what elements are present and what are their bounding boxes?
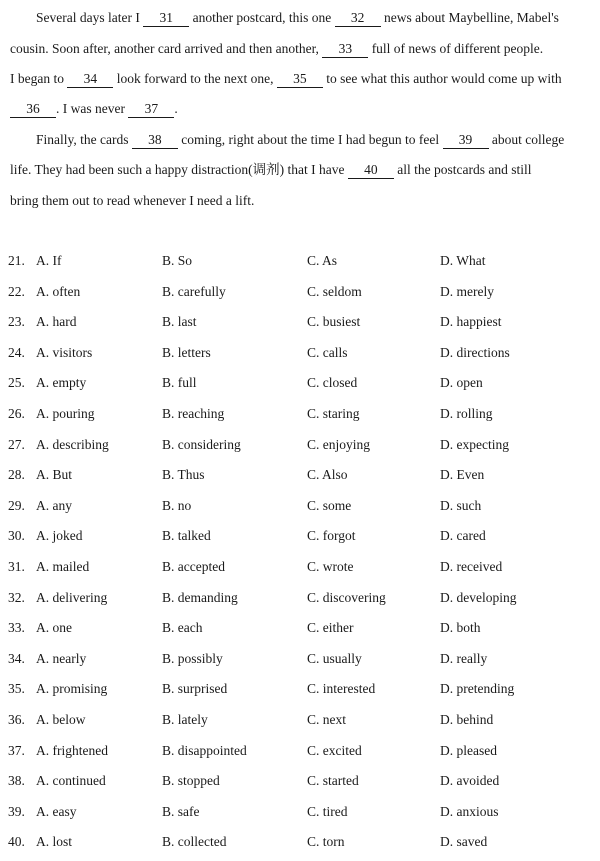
question-row bbox=[0, 310, 600, 341]
option-b[interactable]: B. possibly bbox=[162, 650, 223, 666]
option-a[interactable]: A. joked bbox=[36, 528, 83, 544]
option-a[interactable]: A. one bbox=[36, 620, 72, 636]
option-b[interactable]: B. So bbox=[162, 253, 193, 268]
question-row bbox=[0, 616, 600, 647]
option-b[interactable]: B. talked bbox=[162, 528, 211, 544]
passage-line bbox=[10, 99, 592, 119]
option-c[interactable]: C. seldom bbox=[307, 283, 362, 299]
option-c[interactable]: C. discovering bbox=[307, 589, 386, 605]
option-d[interactable]: D. saved bbox=[440, 834, 488, 850]
question-row bbox=[0, 494, 600, 525]
option-c[interactable]: C. Also bbox=[307, 467, 348, 483]
option-a[interactable]: A. easy bbox=[36, 803, 77, 819]
passage-text: news about Maybelline, Mabel's bbox=[384, 10, 559, 25]
option-d[interactable]: D. happiest bbox=[440, 314, 502, 330]
question-row bbox=[0, 524, 600, 555]
option-c[interactable]: C. busiest bbox=[307, 314, 361, 330]
option-a[interactable]: A. empty bbox=[36, 375, 87, 391]
option-b[interactable]: B. each bbox=[162, 620, 203, 636]
option-b[interactable]: B. letters bbox=[162, 344, 211, 360]
question-number: 40. bbox=[8, 834, 25, 850]
option-a[interactable]: A. hard bbox=[36, 314, 77, 330]
option-d[interactable]: D. such bbox=[440, 497, 482, 513]
passage-text: . bbox=[174, 101, 178, 116]
option-b[interactable]: B. lately bbox=[162, 711, 208, 727]
answer-options-list bbox=[0, 249, 600, 861]
passage-line bbox=[36, 8, 592, 28]
question-row bbox=[0, 769, 600, 800]
passage-text: to see what this author would come up with bbox=[326, 71, 562, 86]
question-number: 29. bbox=[8, 497, 25, 513]
option-d[interactable]: D. really bbox=[440, 650, 488, 666]
question-number: 25. bbox=[8, 375, 25, 391]
option-a[interactable]: A. below bbox=[36, 711, 86, 727]
option-a[interactable]: A. But bbox=[36, 467, 73, 483]
passage-text: Several days later I bbox=[36, 10, 140, 25]
option-a[interactable]: A. describing bbox=[36, 436, 109, 452]
option-b[interactable]: B. accepted bbox=[162, 558, 225, 574]
question-number: 24. bbox=[8, 344, 25, 360]
question-number: 32. bbox=[8, 589, 25, 605]
question-number: 36. bbox=[8, 711, 25, 727]
blank-36: 36 bbox=[10, 100, 56, 118]
blank-31: 31 bbox=[143, 9, 189, 27]
question-row bbox=[0, 433, 600, 464]
option-c[interactable]: C. closed bbox=[307, 375, 358, 391]
option-d[interactable]: D. cared bbox=[440, 528, 486, 544]
option-c[interactable]: C. torn bbox=[307, 834, 345, 850]
blank-32: 32 bbox=[335, 9, 381, 27]
option-b[interactable]: B. safe bbox=[162, 803, 200, 819]
question-row bbox=[0, 371, 600, 402]
blank-34: 34 bbox=[67, 70, 113, 88]
option-a[interactable]: A. nearly bbox=[36, 650, 87, 666]
option-c[interactable]: C. forgot bbox=[307, 528, 356, 544]
question-number: 38. bbox=[8, 773, 25, 789]
question-row bbox=[0, 800, 600, 831]
option-c[interactable]: C. started bbox=[307, 773, 359, 789]
question-number: 21. bbox=[8, 253, 25, 268]
option-a[interactable]: A. lost bbox=[36, 834, 73, 850]
passage-text: bring them out to read whenever I need a lift. bbox=[10, 193, 255, 208]
question-number: 28. bbox=[8, 467, 25, 483]
passage-line bbox=[36, 130, 592, 150]
option-c[interactable]: C. wrote bbox=[307, 558, 354, 574]
question-number: 37. bbox=[8, 742, 25, 758]
passage-text: I began to bbox=[10, 71, 64, 86]
question-number: 30. bbox=[8, 528, 25, 544]
option-a[interactable]: A. pouring bbox=[36, 405, 95, 421]
option-c[interactable]: C. As bbox=[307, 253, 338, 268]
option-a[interactable]: A. any bbox=[36, 497, 72, 513]
passage-text: coming, right about the time I had begun to feel bbox=[181, 132, 440, 147]
passage-text: . I was never bbox=[56, 101, 125, 116]
passage-text: Finally, the cards bbox=[36, 132, 129, 147]
question-row bbox=[0, 463, 600, 494]
question-row bbox=[0, 249, 600, 280]
question-number: 39. bbox=[8, 803, 25, 819]
option-a[interactable]: A. mailed bbox=[36, 558, 90, 574]
option-a[interactable]: A. frightened bbox=[36, 742, 108, 758]
option-d[interactable]: D. pleased bbox=[440, 742, 497, 758]
option-a[interactable]: A. promising bbox=[36, 681, 108, 697]
option-c[interactable]: C. tired bbox=[307, 803, 348, 819]
option-d[interactable]: D. developing bbox=[440, 589, 517, 605]
option-b[interactable]: B. considering bbox=[162, 436, 241, 452]
passage-text: life. They had been such a happy distraction(调剂) that I have bbox=[10, 162, 345, 177]
option-c[interactable]: C. usually bbox=[307, 650, 362, 666]
option-c[interactable]: C. staring bbox=[307, 405, 360, 421]
passage-line bbox=[10, 191, 592, 211]
passage-text: cousin. Soon after, another card arrived and then another, bbox=[10, 41, 319, 56]
passage-line bbox=[10, 160, 592, 180]
passage-text: full of news of different people. bbox=[371, 41, 544, 56]
option-d[interactable]: D. rolling bbox=[440, 405, 493, 421]
option-c[interactable]: C. either bbox=[307, 620, 354, 636]
question-row bbox=[0, 647, 600, 678]
option-c[interactable]: C. excited bbox=[307, 742, 362, 758]
question-row bbox=[0, 341, 600, 372]
question-row bbox=[0, 586, 600, 617]
question-row bbox=[0, 677, 600, 708]
blank-37: 37 bbox=[128, 100, 174, 118]
option-b[interactable]: B. stopped bbox=[162, 773, 220, 789]
option-d[interactable]: D. received bbox=[440, 558, 503, 574]
passage-text: look forward to the next one, bbox=[116, 71, 274, 86]
question-number: 33. bbox=[8, 620, 25, 636]
question-number: 35. bbox=[8, 681, 25, 697]
passage-text: another postcard, this one bbox=[192, 10, 332, 25]
option-d[interactable]: D. merely bbox=[440, 283, 494, 299]
option-b[interactable]: B. carefully bbox=[162, 283, 226, 299]
question-row bbox=[0, 708, 600, 739]
option-d[interactable]: D. Even bbox=[440, 467, 485, 483]
option-b[interactable]: B. demanding bbox=[162, 589, 238, 605]
option-a[interactable]: A. visitors bbox=[36, 344, 93, 360]
question-row bbox=[0, 402, 600, 433]
option-d[interactable]: D. What bbox=[440, 253, 486, 268]
passage-line bbox=[10, 39, 592, 59]
option-b[interactable]: B. surprised bbox=[162, 681, 228, 697]
option-d[interactable]: D. directions bbox=[440, 344, 510, 360]
option-c[interactable]: C. enjoying bbox=[307, 436, 370, 452]
question-number: 27. bbox=[8, 436, 25, 452]
option-b[interactable]: B. collected bbox=[162, 834, 227, 850]
option-b[interactable]: B. full bbox=[162, 375, 197, 391]
option-a[interactable]: A. often bbox=[36, 283, 81, 299]
option-b[interactable]: B. reaching bbox=[162, 405, 225, 421]
option-b[interactable]: B. last bbox=[162, 314, 197, 330]
option-d[interactable]: D. behind bbox=[440, 711, 494, 727]
option-c[interactable]: C. calls bbox=[307, 344, 348, 360]
option-d[interactable]: D. anxious bbox=[440, 803, 499, 819]
blank-35: 35 bbox=[277, 70, 323, 88]
question-row bbox=[0, 830, 600, 861]
option-d[interactable]: D. expecting bbox=[440, 436, 509, 452]
question-row bbox=[0, 739, 600, 770]
blank-33: 33 bbox=[322, 40, 368, 58]
question-number: 23. bbox=[8, 314, 25, 330]
option-b[interactable]: B. disappointed bbox=[162, 742, 247, 758]
option-d[interactable]: D. open bbox=[440, 375, 483, 391]
passage-line bbox=[10, 69, 592, 89]
option-a[interactable]: A. delivering bbox=[36, 589, 108, 605]
passage-text: all the postcards and still bbox=[397, 162, 532, 177]
option-c[interactable]: C. next bbox=[307, 711, 346, 727]
question-number: 26. bbox=[8, 405, 25, 421]
option-d[interactable]: D. pretending bbox=[440, 681, 515, 697]
option-b[interactable]: B. no bbox=[162, 497, 192, 513]
question-row bbox=[0, 280, 600, 311]
question-row bbox=[0, 555, 600, 586]
blank-39: 39 bbox=[443, 131, 489, 149]
question-number: 22. bbox=[8, 283, 25, 299]
option-a[interactable]: A. continued bbox=[36, 773, 106, 789]
option-d[interactable]: D. avoided bbox=[440, 773, 500, 789]
option-c[interactable]: C. some bbox=[307, 497, 352, 513]
option-a[interactable]: A. If bbox=[36, 253, 62, 268]
option-c[interactable]: C. interested bbox=[307, 681, 376, 697]
question-number: 34. bbox=[8, 650, 25, 666]
option-b[interactable]: B. Thus bbox=[162, 467, 205, 483]
blank-38: 38 bbox=[132, 131, 178, 149]
passage-text: about college bbox=[491, 132, 565, 147]
blank-40: 40 bbox=[348, 161, 394, 179]
option-d[interactable]: D. both bbox=[440, 620, 481, 636]
question-number: 31. bbox=[8, 558, 25, 574]
